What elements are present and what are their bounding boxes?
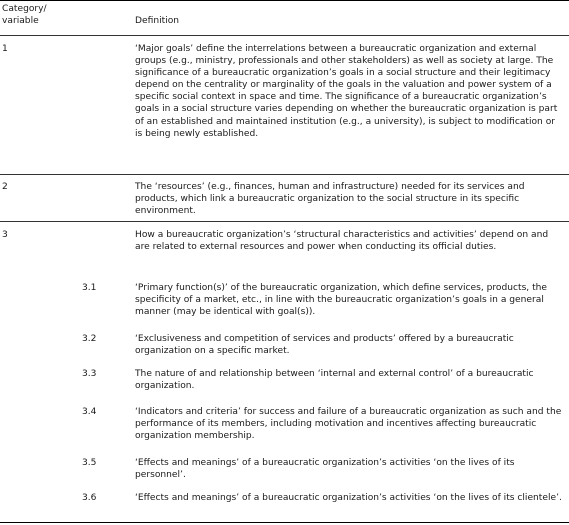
- row-category-3: 3: [2, 230, 8, 240]
- header-category: Category/ variable: [2, 4, 47, 27]
- top-rule: [0, 0, 569, 1]
- row-category-3-6: 3.6: [82, 493, 97, 503]
- row-category-3-2: 3.2: [82, 334, 97, 344]
- row-definition-1: ‘Major goals’ define the interrelations between a bureaucratic organization and external groups (e.g., ministry, professionals and other stakeholders) as well as society at large. The significance of a bureaucratic organization’s goals in a social structure and their legitimacy depend on the centrality or marginality of the goals in the valuation and power system of a specific social context in space and time. The significance of a bureaucratic organization’s goals in a social structure varies depending on whether the bureaucratic organization is part of an established and maintained institution (e.g., a university), is subject to modification or is being newly established.: [135, 44, 558, 139]
- bottom-rule: [0, 522, 569, 523]
- row-category-3-5: 3.5: [82, 458, 97, 468]
- header-rule: [0, 35, 569, 36]
- header-definition: Definition: [135, 16, 180, 26]
- row-definition-3-4: ‘Indicators and criteria’ for success and failure of a bureaucratic organization as such and the performance of its members, including motivation and incentives affecting bureaucratic organization membership.: [135, 407, 562, 442]
- row-definition-3-6: ‘Effects and meanings’ of a bureaucratic organization’s activities ‘on the lives of its clientele’.: [135, 493, 562, 503]
- row-definition-2: The ‘resources’ (e.g., finances, human and infrastructure) needed for its services and products, which link a bureaucratic organization to the social structure in its specific environment.: [135, 182, 525, 217]
- row-category-2: 2: [2, 182, 8, 192]
- row-category-1: 1: [2, 44, 8, 54]
- row-divider-2: [0, 221, 569, 222]
- row-definition-3-3: The nature of and relationship between ‘internal and external control’ of a bureaucratic organization.: [135, 369, 534, 392]
- row-divider-1: [0, 174, 569, 175]
- row-definition-3-5: ‘Effects and meanings’ of a bureaucratic organization’s activities ‘on the lives of its personnel’.: [135, 458, 515, 481]
- row-category-3-4: 3.4: [82, 407, 97, 417]
- row-definition-3-2: ‘Exclusiveness and competition of services and products’ offered by a bureaucratic organization on a specific market.: [135, 334, 514, 357]
- row-category-3-1: 3.1: [82, 283, 97, 293]
- row-definition-3-1: ‘Primary function(s)’ of the bureaucratic organization, which define services, products, the specificity of a market, etc., in line with the bureaucratic organization’s goals in a general manner (may be identical with goal(s)).: [135, 283, 548, 318]
- row-category-3-3: 3.3: [82, 369, 97, 379]
- row-definition-3: How a bureaucratic organization’s ‘structural characteristics and activities’ depend on and are related to external resources and power when conducting its official duties.: [135, 230, 549, 253]
